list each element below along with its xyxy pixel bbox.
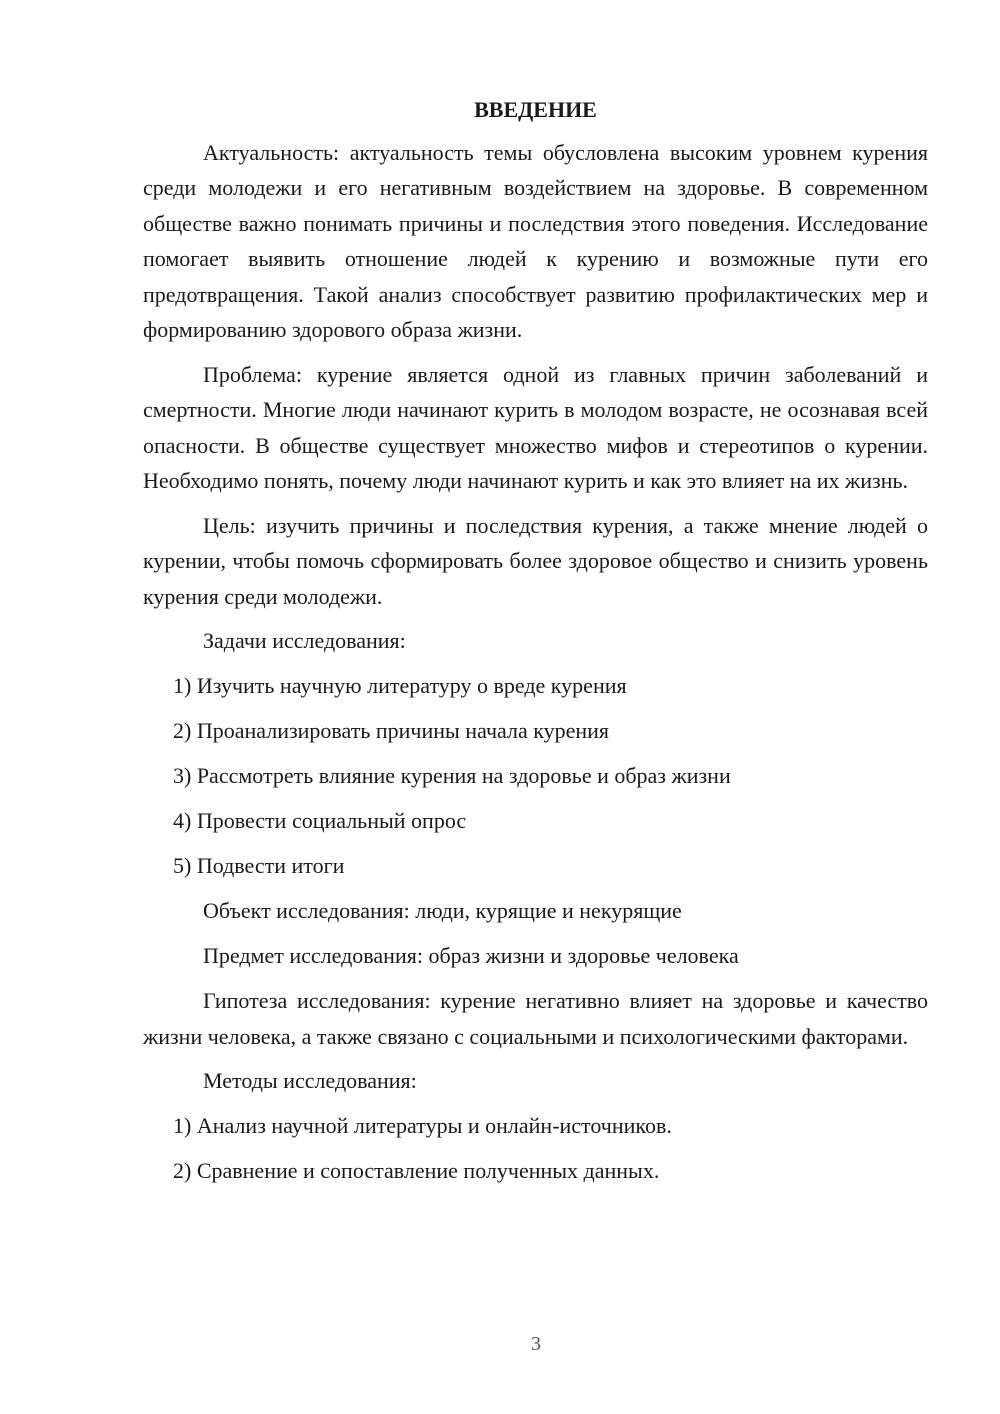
relevance-paragraph: Актуальность: актуальность темы обусловлена высоким уровнем курения среди молодежи и его негативным воздействием на здоровье. В современном обществе важно понимать причины и последствия этого поведения. Исследование помогает выявить отношение людей к курению и возможные пути его предотвращения. Такой анализ способствует развитию профилактических мер и формированию здорового образа жизни. [143,139,928,342]
research-object: Объект исследования: люди, курящие и некурящие [203,898,682,923]
page-number: 3 [531,1333,541,1355]
task-item: 1) Изучить научную литературу о вреде курения [173,673,627,698]
goal-paragraph: Цель: изучить причины и последствия курения, а также мнение людей о курении, чтобы помочь сформировать более здоровое общество и снизить уровень курения среди молодежи. [143,512,928,609]
page-title: ВВЕДЕНИЕ [474,97,597,122]
method-item: 1) Анализ научной литературы и онлайн-источников. [173,1113,672,1138]
hypothesis-paragraph: Гипотеза исследования: курение негативно влияет на здоровье и качество жизни человека, а также связано с социальными и психологическими факторами. [143,988,928,1049]
tasks-heading: Задачи исследования: [203,628,406,653]
document-page [143,92,928,1198]
task-item: 4) Провести социальный опрос [173,808,467,833]
methods-heading: Методы исследования: [203,1068,417,1093]
problem-paragraph: Проблема: курение является одной из главных причин заболеваний и смертности. Многие люди начинают курить в молодом возрасте, не осознавая всей опасности. В обществе существует множество мифов и стереотипов о курении. Необходимо понять, почему люди начинают курить и как это влияет на их жизнь. [143,361,928,493]
task-item: 5) Подвести итоги [173,853,345,878]
method-item: 2) Сравнение и сопоставление полученных данных. [173,1158,660,1183]
task-item: 3) Рассмотреть влияние курения на здоровье и образ жизни [173,763,731,788]
research-subject: Предмет исследования: образ жизни и здоровье человека [203,943,739,968]
task-item: 2) Проанализировать причины начала курения [173,718,610,743]
